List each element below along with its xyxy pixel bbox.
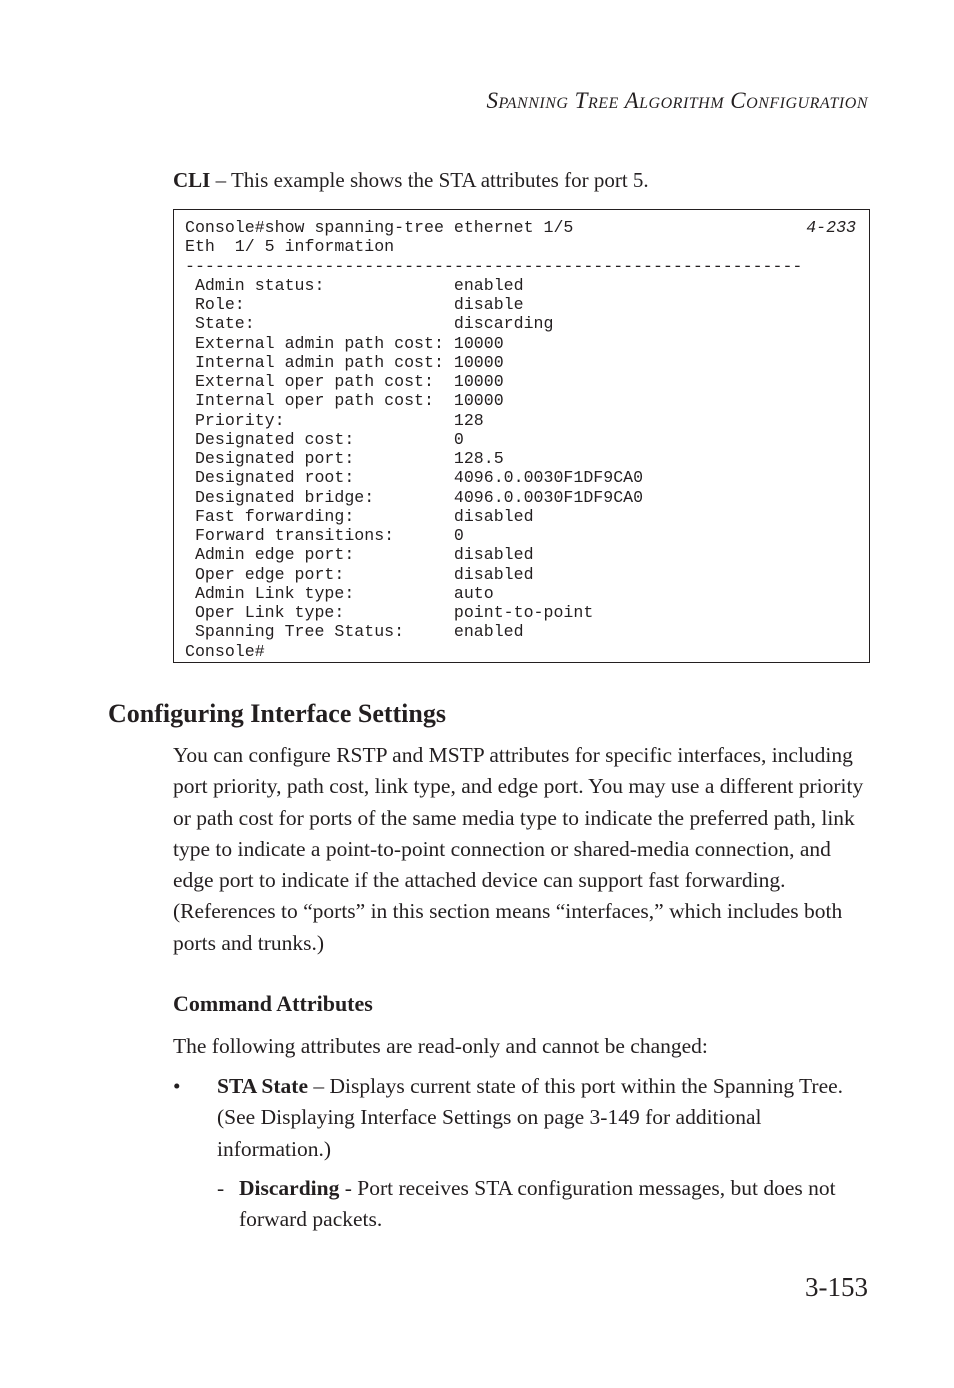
code-line: Admin Link type: auto [185, 583, 494, 603]
bullet-description: – Displays current state of this port within the Spanning Tree. (See Displaying Interface Settings on page 3-149 for additional information.) [217, 1074, 844, 1161]
code-line: Priority: 128 [185, 410, 484, 430]
code-line: Oper Link type: point-to-point [185, 603, 594, 622]
cli-intro [173, 168, 649, 193]
code-line: Eth 1/ 5 information [185, 237, 395, 257]
code-line: External oper path cost: 10000 [185, 372, 504, 391]
section-paragraph: You can configure RSTP and MSTP attributes for specific interfaces, including port priority, path cost, link type, and edge port. You may use a different priority or path cost for ports of the same media type to indicate the preferred path, link type to indicate a point-to-point connection or shared-media connection, and edge port to indicate if the attached device can support fast forwarding. (References to “ports” in this section means “interfaces,” which includes both ports and trunks.) [173, 743, 864, 955]
cli-label: CLI [173, 168, 211, 192]
code-line: Internal oper path cost: 10000 [185, 391, 504, 411]
code-line: Console#show spanning-tree ethernet 1/5 [185, 218, 574, 237]
code-line: Designated port: 128.5 [185, 449, 504, 468]
code-line: Designated root: 4096.0.0030F1DF9CA0 [185, 468, 644, 488]
code-line: Internal admin path cost: 10000 [185, 352, 504, 372]
code-line: Designated bridge: 4096.0.0030F1DF9CA0 [185, 487, 644, 507]
subsection-heading: Command Attributes [173, 991, 373, 1016]
code-line: External admin path cost: 10000 [185, 333, 504, 353]
code-line: Console# [185, 641, 265, 661]
bullet-term: STA State [217, 1074, 308, 1098]
code-line: Admin edge port: disabled [185, 545, 534, 565]
code-listing [185, 218, 802, 661]
code-line: Designated cost: 0 [185, 429, 464, 449]
code-line: Spanning Tree Status: enabled [185, 622, 524, 642]
sub-item-text [239, 1173, 875, 1236]
cli-intro-text: – This example shows the STA attributes for port 5. [210, 168, 649, 192]
sub-item-marker: - [217, 1176, 225, 1200]
bullet-marker: • [173, 1074, 181, 1098]
code-line: Oper edge port: disabled [185, 564, 534, 584]
sub-item-description: - Port receives STA configuration messages, but does not forward packets. [239, 1176, 836, 1232]
page-number: 3-153 [805, 1272, 868, 1302]
lead-sentence: The following attributes are read-only and cannot be changed: [173, 1034, 708, 1058]
section-heading: Configuring Interface Settings [108, 699, 446, 728]
code-line: Forward transitions: 0 [185, 526, 464, 545]
bullet-text [217, 1071, 872, 1165]
running-header: Spanning Tree Algorithm Configuration [486, 88, 868, 113]
sub-item-term: Discarding [239, 1176, 340, 1200]
code-line: -------------------------------------------------------------- [185, 256, 803, 276]
code-line: Fast forwarding: disabled [185, 506, 534, 526]
code-line: Role: disable [185, 295, 524, 314]
code-line: State: discarding [185, 314, 554, 334]
page-reference: 4-233 [806, 218, 856, 237]
code-block [173, 209, 870, 663]
code-line: Admin status: enabled [185, 275, 524, 295]
